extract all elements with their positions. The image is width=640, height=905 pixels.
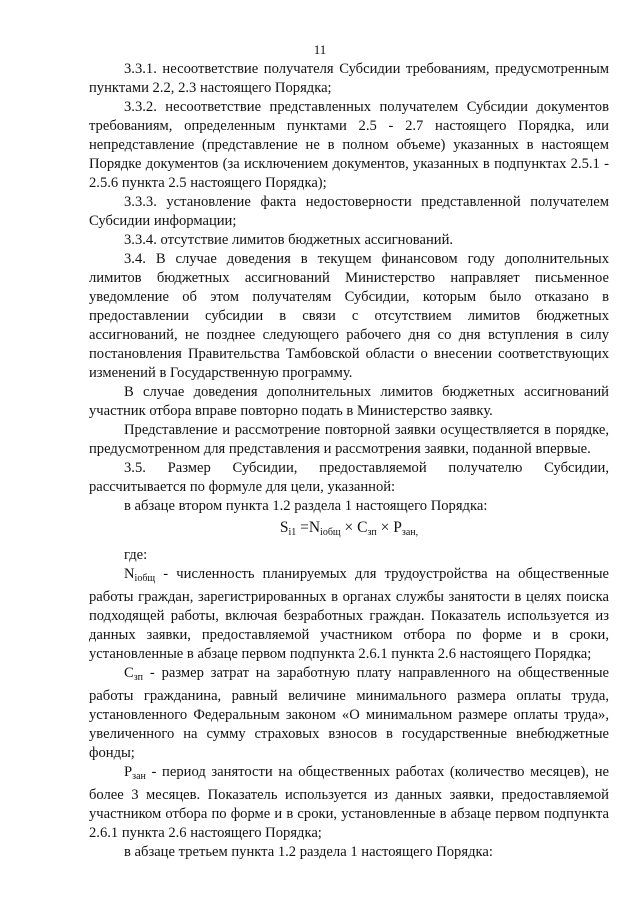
definition-n-text: - численность планируемых для трудоустройства на общественные работы граждан, зарегистрированных в органах службы занятости в целях поиска подходящей работы, включая безработных граждан. Показатель используется из данных заявки, предоставляемой участником отбора по форме и в сроки, установленные в абзаце первом подпункта 2.6.1 пункта 2.6 настоящего Порядка; (89, 566, 609, 662)
formula-s-sub: i1 (288, 527, 297, 538)
paragraph-3-3-1: 3.3.1. несоответствие получателя Субсидии требованиям, предусмотренным пунктами 2.2, 2.3 настоящего Порядка; (89, 61, 609, 96)
definition-c-symbol: C (124, 665, 134, 681)
paragraph-additional-limits: В случае доведения дополнительных лимитов бюджетных ассигнований участник отбора вправе повторно подать в Министерство заявку. (89, 384, 609, 419)
definition-n (89, 565, 609, 664)
definition-c-sub: зп (133, 672, 144, 683)
definition-p-symbol: P (124, 764, 133, 780)
definition-p (89, 763, 609, 843)
paragraph-3-4: 3.4. В случае доведения в текущем финансовом году дополнительных лимитов бюджетных ассигнований Министерство направляет письменное уведомление об этом получателям Субсидии, которым было отказано в предоставлении субсидии в связи с отсутствием лимитов бюджетных ассигнований, не позднее следующего рабочего дня со дня вступления в силу постановления Правительства Тамбовской области о внесении соответствующих изменений в Государственную программу. (89, 251, 609, 381)
definition-c-text: - размер затрат на заработную плату направленного на общественные работы гражданина, равный величине минимального размера оплаты труда, установленного Федеральным законом «О минимальном размере оплаты труда», увеличенного на сумму страховых взносов в государственные внебюджетные фонды; (89, 665, 609, 761)
formula-s: S (279, 519, 289, 536)
paragraph-3-5: 3.5. Размер Субсидии, предоставляемой получателю Субсидии, рассчитывается по формуле для цели, указанной: (89, 460, 609, 495)
formula-x2: × P (376, 519, 402, 536)
document-body (89, 60, 609, 862)
paragraph-3-3-3: 3.3.3. установление факта недостоверности представленной получателем Субсидии информации; (89, 194, 609, 229)
subsidy-formula (89, 518, 609, 542)
formula-p-sub: зан, (401, 527, 419, 538)
paragraph-3-3-2: 3.3.2. несоответствие представленных получателем Субсидии документов требованиям, определенным пунктами 2.5 - 2.7 настоящего Порядка, или непредставление (представление не в полном объеме) указанных в настоящем Порядке документов (за исключением документов, указанных в подпунктах 2.5.1 - 2.5.6 пункта 2.5 настоящего Порядка); (89, 99, 609, 191)
paragraph-formula-intro: в абзаце втором пункта 1.2 раздела 1 настоящего Порядка: (124, 498, 488, 514)
paragraph-3-3-4: 3.3.4. отсутствие лимитов бюджетных ассигнований. (124, 232, 454, 248)
paragraph-third-case: в абзаце третьем пункта 1.2 раздела 1 настоящего Порядка: (124, 844, 493, 860)
definition-c (89, 664, 609, 763)
definition-n-sub: iобщ (134, 573, 156, 584)
page-number: 11 (313, 42, 327, 57)
definition-p-sub: зан (132, 771, 146, 782)
formula-n-sub: iобщ (320, 527, 341, 538)
formula-eq: =N (296, 519, 321, 536)
formula-c-sub: зп (367, 527, 377, 538)
paragraph-repeat-application: Представление и рассмотрение повторной заявки осуществляется в порядке, предусмотренном для представления и рассмотрения заявки, поданной впервые. (89, 422, 609, 457)
where-label: где: (124, 547, 148, 563)
formula-x1: × C (340, 519, 368, 536)
definition-n-symbol: N (124, 566, 135, 582)
definition-p-text: - период занятости на общественных работах (количество месяцев), не более 3 месяцев. Показатель используется из данных заявки, предоставляемой участником отбора по форме и в сроки, установленные в абзаце первом подпункта 2.6.1 пункта 2.6 настоящего Порядка; (89, 764, 609, 841)
